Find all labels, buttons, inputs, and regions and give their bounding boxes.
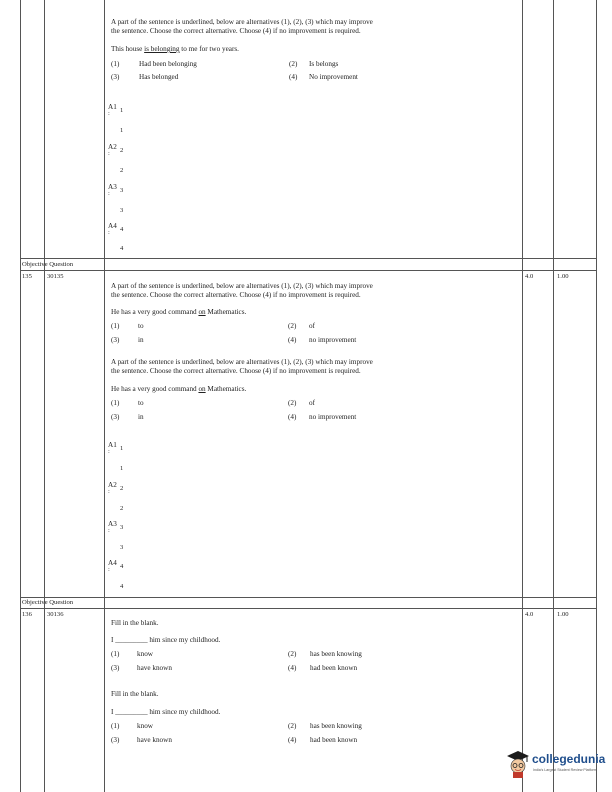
q134-a4-colon: : bbox=[108, 229, 110, 236]
q136-option-1-text: know bbox=[137, 650, 153, 658]
q135-a4-marker: 4 bbox=[120, 563, 124, 570]
q135-serial-number: 135 bbox=[22, 273, 32, 280]
q135-type-label: Objective Question bbox=[22, 261, 74, 268]
q134-a1-value: 1 bbox=[120, 127, 124, 134]
q136-option-repeat-3-text: have known bbox=[137, 736, 172, 744]
graduate-avatar-icon bbox=[506, 750, 530, 778]
q135-marks: 4.0 bbox=[525, 273, 534, 280]
q136-option-repeat-1-num: (1) bbox=[111, 722, 120, 730]
q135-option-repeat-2-text: of bbox=[309, 399, 315, 407]
q136-option-repeat-2-text: has been knowing bbox=[310, 722, 362, 730]
q136-options-row-2 bbox=[111, 664, 411, 674]
q134-sentence-pre: This house bbox=[111, 45, 145, 53]
q135-sentence-repeat-underlined: on bbox=[198, 385, 206, 393]
q134-option-1-num: (1) bbox=[111, 60, 120, 68]
brand-tagline: India's Largest Student Review Platform bbox=[533, 768, 597, 772]
q136-option-repeat-1-text: know bbox=[137, 722, 153, 730]
q135-option-repeat-1-text: to bbox=[138, 399, 144, 407]
q134-a1-colon: : bbox=[108, 110, 110, 117]
q135-a1-marker: 1 bbox=[120, 445, 124, 452]
q136-sentence: I _________ him since my childhood. bbox=[111, 636, 221, 644]
q136-options-repeat-row-1 bbox=[111, 722, 411, 732]
q134-a4-label: A4 bbox=[108, 222, 117, 230]
q135-sentence-pre: He has a very good command bbox=[111, 308, 199, 316]
q135-sentence-repeat bbox=[111, 385, 246, 394]
q135-options-row-1 bbox=[111, 322, 411, 332]
q135-prompt-line1: A part of the sentence is underlined, below are alternatives (1), (2), (3) which may improve bbox=[111, 282, 373, 290]
q134-option-1-text: Had been belonging bbox=[139, 60, 197, 68]
table-border-marks-right bbox=[553, 0, 554, 792]
q135-a1-colon: : bbox=[108, 448, 110, 455]
table-border-sno bbox=[44, 0, 45, 792]
q134-option-3-num: (3) bbox=[111, 73, 120, 81]
q136-question-id: 30136 bbox=[47, 611, 64, 618]
q136-option-1-num: (1) bbox=[111, 650, 120, 658]
q134-sentence bbox=[111, 45, 239, 54]
q134-a3-colon: : bbox=[108, 190, 110, 197]
q136-instruction: Fill in the blank. bbox=[111, 619, 159, 627]
q135-option-repeat-1-num: (1) bbox=[111, 399, 120, 407]
q135-a4-colon: : bbox=[108, 566, 110, 573]
q135-option-3-num: (3) bbox=[111, 336, 120, 344]
q135-a3-marker: 3 bbox=[120, 524, 124, 531]
q135-option-2-text: of bbox=[309, 322, 315, 330]
q134-a3-label: A3 bbox=[108, 183, 117, 191]
q134-sentence-post: to me for two years. bbox=[179, 45, 239, 53]
q135-sentence-post: Mathematics. bbox=[205, 308, 247, 316]
q135-option-repeat-3-text: in bbox=[138, 413, 144, 421]
q134-a4-value: 4 bbox=[120, 245, 124, 252]
q135-option-repeat-4-text: no improvement bbox=[309, 413, 357, 421]
q135-sentence-repeat-pre: He has a very good command bbox=[111, 385, 199, 393]
q134-a1-marker: 1 bbox=[120, 107, 124, 114]
q134-a1-label: A1 bbox=[108, 103, 117, 111]
q136-option-repeat-4-text: had been known bbox=[310, 736, 358, 744]
table-border-right bbox=[596, 0, 597, 792]
q134-prompt-line2: the sentence. Choose the correct alternative. Choose (4) if no improvement is required. bbox=[111, 27, 361, 35]
q136-option-repeat-3-num: (3) bbox=[111, 736, 120, 744]
q136-option-4-text: had been known bbox=[310, 664, 358, 672]
q135-options-repeat-row-2 bbox=[111, 413, 411, 423]
q135-a3-value: 3 bbox=[120, 544, 124, 551]
q135-a4-value: 4 bbox=[120, 583, 124, 590]
brand-name: collegedunia bbox=[532, 752, 606, 766]
q135-option-4-num: (4) bbox=[288, 336, 297, 344]
q135-a2-colon: : bbox=[108, 488, 110, 495]
table-border-left bbox=[20, 0, 21, 792]
q136-instruction-repeat: Fill in the blank. bbox=[111, 690, 159, 698]
q134-options-row-2 bbox=[111, 73, 411, 83]
q136-option-repeat-2-num: (2) bbox=[288, 722, 297, 730]
q136-serial-number: 136 bbox=[22, 611, 32, 618]
q134-a2-colon: : bbox=[108, 150, 110, 157]
q135-option-repeat-2-num: (2) bbox=[288, 399, 297, 407]
q134-sentence-underlined: is belonging bbox=[144, 45, 180, 53]
q134-a4-marker: 4 bbox=[120, 226, 124, 233]
q134-prompt-line1: A part of the sentence is underlined, below are alternatives (1), (2), (3) which may improve bbox=[111, 18, 373, 26]
q135-sentence-underlined: on bbox=[198, 308, 206, 316]
q135-a3-label: A3 bbox=[108, 520, 117, 528]
q136-negative-marks: 1.00 bbox=[557, 611, 569, 618]
q136-options-repeat-row-2 bbox=[111, 736, 411, 746]
q136-option-2-num: (2) bbox=[288, 650, 297, 658]
q135-sentence-repeat-post: Mathematics. bbox=[205, 385, 247, 393]
q135-options-repeat-row-1 bbox=[111, 399, 411, 409]
q135-prompt-repeat-line2: the sentence. Choose the correct alternative. Choose (4) if no improvement is required. bbox=[111, 367, 361, 375]
q134-option-3-text: Has belonged bbox=[139, 73, 179, 81]
q135-prompt-repeat-line1: A part of the sentence is underlined, below are alternatives (1), (2), (3) which may improve bbox=[111, 358, 373, 366]
q135-option-repeat-4-num: (4) bbox=[288, 413, 297, 421]
q134-option-2-num: (2) bbox=[289, 60, 298, 68]
q134-a3-marker: 3 bbox=[120, 187, 124, 194]
q135-option-repeat-3-num: (3) bbox=[111, 413, 120, 421]
row-divider-4 bbox=[20, 608, 597, 609]
q136-option-3-text: have known bbox=[137, 664, 172, 672]
q135-a3-colon: : bbox=[108, 527, 110, 534]
collegedunia-logo bbox=[506, 748, 606, 782]
q134-option-2-text: Is belongs bbox=[309, 60, 339, 68]
q134-option-4-num: (4) bbox=[289, 73, 298, 81]
q136-sentence-repeat: I _________ him since my childhood. bbox=[111, 708, 221, 716]
q135-a1-value: 1 bbox=[120, 465, 124, 472]
row-divider-1 bbox=[20, 258, 597, 259]
q135-question-id: 30135 bbox=[47, 273, 64, 280]
table-border-qid bbox=[104, 0, 105, 792]
q134-a2-marker: 2 bbox=[120, 147, 124, 154]
q136-option-4-num: (4) bbox=[288, 664, 297, 672]
q135-a2-marker: 2 bbox=[120, 485, 124, 492]
q135-options-row-2 bbox=[111, 336, 411, 346]
q135-a2-label: A2 bbox=[108, 481, 117, 489]
row-divider-3 bbox=[20, 597, 597, 598]
q136-option-3-num: (3) bbox=[111, 664, 120, 672]
q135-option-4-text: no improvement bbox=[309, 336, 357, 344]
q135-a4-label: A4 bbox=[108, 559, 117, 567]
q136-option-repeat-4-num: (4) bbox=[288, 736, 297, 744]
q134-options-row-1 bbox=[111, 60, 411, 70]
q136-options-row-1 bbox=[111, 650, 411, 660]
row-divider-2 bbox=[20, 270, 597, 271]
q136-marks: 4.0 bbox=[525, 611, 534, 618]
q135-sentence bbox=[111, 308, 246, 317]
q134-a3-value: 3 bbox=[120, 207, 124, 214]
q135-option-3-text: in bbox=[138, 336, 144, 344]
q135-negative-marks: 1.00 bbox=[557, 273, 569, 280]
q135-option-1-num: (1) bbox=[111, 322, 120, 330]
q136-option-2-text: has been knowing bbox=[310, 650, 362, 658]
q135-a2-value: 2 bbox=[120, 505, 124, 512]
q135-option-2-num: (2) bbox=[288, 322, 297, 330]
q134-option-4-text: No improvement bbox=[309, 73, 358, 81]
q134-a2-value: 2 bbox=[120, 167, 124, 174]
q135-option-1-text: to bbox=[138, 322, 144, 330]
q135-prompt-line2: the sentence. Choose the correct alternative. Choose (4) if no improvement is required. bbox=[111, 291, 361, 299]
table-border-question-right bbox=[522, 0, 523, 792]
q136-type-label: Objective Question bbox=[22, 599, 74, 606]
q134-a2-label: A2 bbox=[108, 143, 117, 151]
q135-a1-label: A1 bbox=[108, 441, 117, 449]
